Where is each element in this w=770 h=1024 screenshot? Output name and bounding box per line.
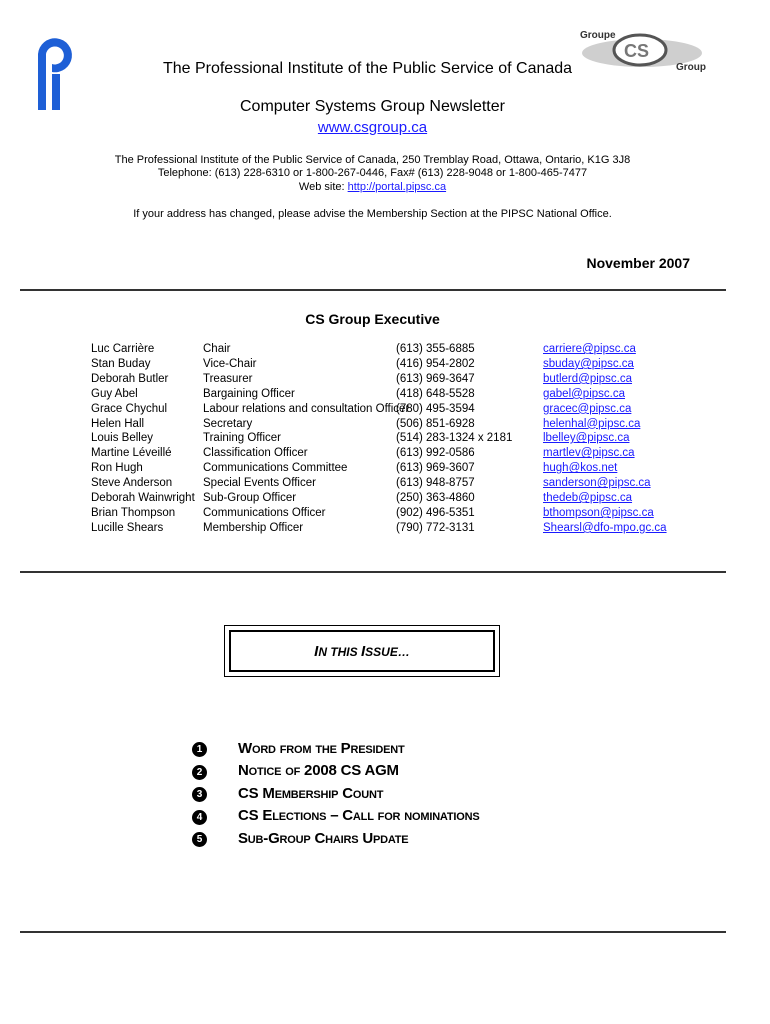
- member-phone: (613) 969-3647: [396, 372, 475, 385]
- member-role: Training Officer: [203, 432, 281, 445]
- member-role: Communications Committee: [203, 462, 348, 475]
- executive-row: [91, 417, 667, 432]
- member-role: Secretary: [203, 417, 253, 430]
- member-email-link[interactable]: bthompson@pipsc.ca: [543, 506, 654, 519]
- item-label: Notice of 2008 CS AGM: [238, 762, 399, 780]
- member-name: Grace Chychul: [91, 402, 168, 415]
- cs-logo-mark: CS: [624, 41, 650, 61]
- member-phone: (613) 992-0586: [396, 447, 475, 460]
- member-role: Special Events Officer: [203, 477, 316, 490]
- member-name: Steve Anderson: [91, 477, 173, 490]
- item-label: CS Elections – Call for nominations: [238, 807, 480, 825]
- member-name: Martine Léveillé: [91, 447, 172, 460]
- issue-contents-list: [192, 737, 479, 850]
- executive-heading: CS Group Executive: [305, 311, 440, 327]
- item-label: Word from the President: [238, 739, 405, 757]
- executive-row: [91, 491, 667, 506]
- member-email-link[interactable]: sbuday@pipsc.ca: [543, 357, 634, 370]
- member-phone: (790) 772-3131: [396, 521, 475, 534]
- member-role: Classification Officer: [203, 447, 308, 460]
- executive-row: [91, 402, 667, 417]
- executive-row: [91, 506, 667, 521]
- website-line: [0, 181, 745, 193]
- member-role: Treasurer: [203, 372, 253, 385]
- member-name: Ron Hugh: [91, 462, 143, 475]
- issue-item: [192, 827, 479, 850]
- member-email-link[interactable]: sanderson@pipsc.ca: [543, 477, 651, 490]
- member-phone: (506) 851-6928: [396, 417, 475, 430]
- item-number: 3: [192, 787, 207, 802]
- item-number-badge: [192, 739, 238, 757]
- in-this-issue-box: [224, 625, 500, 677]
- member-name: Deborah Wainwright: [91, 492, 195, 505]
- issue-item: [192, 782, 479, 805]
- cs-logo-group: Group: [676, 62, 706, 73]
- member-email-link[interactable]: lbelley@pipsc.ca: [543, 432, 630, 445]
- in-this-issue-heading: IN THIS ISSUE…: [314, 642, 410, 660]
- member-email-link[interactable]: helenhal@pipsc.ca: [543, 417, 641, 430]
- newsletter-title: Computer Systems Group Newsletter: [240, 98, 505, 115]
- member-phone: (613) 355-6885: [396, 343, 475, 355]
- executive-row: [91, 372, 667, 387]
- executive-row: [91, 446, 667, 461]
- member-role: Labour relations and consultation Officer: [203, 402, 410, 415]
- item-number-badge: [192, 762, 238, 780]
- executive-row: [91, 342, 667, 357]
- website-link[interactable]: www.csgroup.ca: [317, 119, 428, 136]
- executive-row: [91, 357, 667, 372]
- member-email-link[interactable]: gabel@pipsc.ca: [543, 387, 625, 400]
- member-phone: (250) 363-4860: [396, 492, 475, 505]
- member-email-link[interactable]: Shearsl@dfo-mpo.gc.ca: [543, 521, 667, 534]
- member-role: Chair: [203, 343, 231, 355]
- executive-row: [91, 461, 667, 476]
- member-email-link[interactable]: hugh@kos.net: [543, 462, 618, 475]
- member-name: Luc Carrière: [91, 343, 155, 355]
- telephone-line: Telephone: (613) 228-6310 or 1-800-267-0446, Fax# (613) 228-9048 or 1-800-465-7477: [157, 167, 588, 179]
- item-number: 4: [192, 810, 207, 825]
- executive-row: [91, 387, 667, 402]
- member-email-link[interactable]: martlev@pipsc.ca: [543, 447, 635, 460]
- org-title: The Professional Institute of the Public Service of Canada: [162, 60, 573, 77]
- item-label: Sub-Group Chairs Update: [238, 829, 409, 847]
- member-email-link[interactable]: carriere@pipsc.ca: [543, 343, 636, 355]
- executive-table: [91, 342, 667, 536]
- item-number: 5: [192, 832, 207, 847]
- cs-logo-groupe: Groupe: [580, 30, 616, 41]
- member-name: Louis Belley: [91, 432, 154, 445]
- issue-item: [192, 737, 479, 760]
- member-email-link[interactable]: gracec@pipsc.ca: [543, 402, 632, 415]
- member-name: Guy Abel: [91, 387, 138, 400]
- member-name: Deborah Butler: [91, 372, 169, 385]
- member-role: Bargaining Officer: [203, 387, 295, 400]
- website-label: Web site:: [298, 181, 348, 193]
- member-phone: (418) 648-5528: [396, 387, 475, 400]
- divider: [20, 571, 726, 573]
- item-number: 1: [192, 742, 207, 757]
- item-label: CS Membership Count: [238, 784, 384, 802]
- divider: [20, 289, 726, 291]
- member-name: Helen Hall: [91, 417, 145, 430]
- member-name: Lucille Shears: [91, 521, 164, 534]
- executive-row: [91, 431, 667, 446]
- issue-item: [192, 805, 479, 828]
- member-email-link[interactable]: thedeb@pipsc.ca: [543, 492, 633, 505]
- issue-item: [192, 760, 479, 783]
- member-phone: (902) 496-5351: [396, 506, 475, 519]
- member-role: Sub-Group Officer: [203, 492, 297, 505]
- item-number-badge: [192, 807, 238, 825]
- member-phone: (514) 283-1324 x 2181: [396, 432, 513, 445]
- item-number-badge: [192, 829, 238, 847]
- member-phone: (780) 495-3594: [396, 402, 475, 415]
- address-change-notice: If your address has changed, please advise the Membership Section at the PIPSC National Office.: [133, 208, 612, 220]
- item-number-badge: [192, 784, 238, 802]
- member-phone: (613) 969-3607: [396, 462, 475, 475]
- member-phone: (613) 948-8757: [396, 477, 475, 490]
- item-number: 2: [192, 765, 207, 780]
- issue-date: November 2007: [586, 255, 690, 271]
- portal-link[interactable]: http://portal.pipsc.ca: [347, 181, 447, 193]
- member-name: Brian Thompson: [91, 506, 176, 519]
- member-role: Vice-Chair: [203, 357, 257, 370]
- member-email-link[interactable]: butlerd@pipsc.ca: [543, 372, 633, 385]
- member-name: Stan Buday: [91, 357, 151, 370]
- member-role: Communications Officer: [203, 506, 326, 519]
- member-phone: (416) 954-2802: [396, 357, 475, 370]
- member-role: Membership Officer: [203, 521, 304, 534]
- divider: [20, 931, 726, 933]
- address-line: The Professional Institute of the Public Service of Canada, 250 Tremblay Road, Ottawa, Ontario, K1G 3J8: [114, 154, 631, 166]
- executive-row: [91, 476, 667, 491]
- executive-row: [91, 521, 667, 536]
